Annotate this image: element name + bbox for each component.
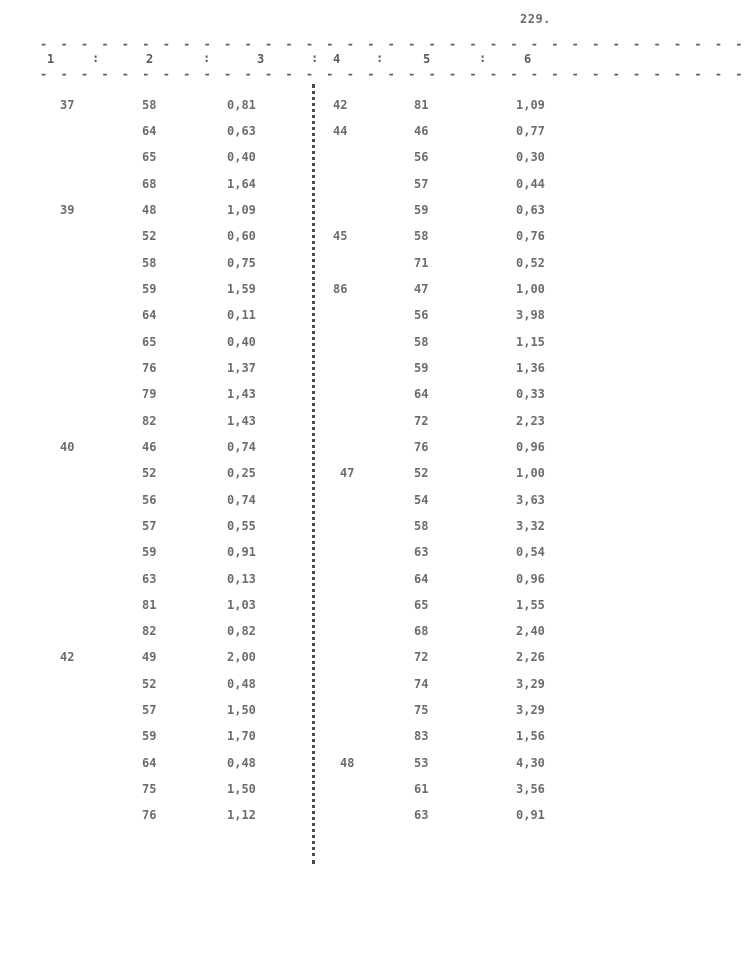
table-cell-col5: 74 <box>414 677 429 691</box>
header-separator: : <box>376 51 384 65</box>
table-cell-col6: 2,26 <box>516 650 545 664</box>
table-cell-col5: 56 <box>414 308 429 322</box>
table-cell-col1: 39 <box>60 203 75 217</box>
table-cell-col3: 0,55 <box>227 519 256 533</box>
table-cell-col5: 83 <box>414 729 429 743</box>
table-cell-col6: 3,29 <box>516 677 545 691</box>
table-cell-col6: 4,30 <box>516 756 545 770</box>
table-cell-col4: 48 <box>340 756 355 770</box>
table-cell-col1: 40 <box>60 440 75 454</box>
table-cell-col5: 63 <box>414 808 429 822</box>
table-cell-col1: 42 <box>60 650 75 664</box>
table-cell-col6: 2,40 <box>516 624 545 638</box>
table-cell-col5: 59 <box>414 203 429 217</box>
table-cell-col6: 1,09 <box>516 98 545 112</box>
table-cell-col3: 0,60 <box>227 229 256 243</box>
table-cell-col4: 45 <box>333 229 348 243</box>
table-cell-col6: 3,63 <box>516 493 545 507</box>
table-cell-col5: 58 <box>414 519 429 533</box>
table-cell-col2: 64 <box>142 756 157 770</box>
table-cell-col6: 3,29 <box>516 703 545 717</box>
header-separator: : <box>92 51 100 65</box>
table-cell-col2: 82 <box>142 414 157 428</box>
table-cell-col5: 56 <box>414 150 429 164</box>
table-cell-col3: 0,48 <box>227 756 256 770</box>
table-cell-col5: 63 <box>414 545 429 559</box>
table-cell-col3: 1,37 <box>227 361 256 375</box>
table-cell-col6: 0,96 <box>516 440 545 454</box>
table-cell-col5: 47 <box>414 282 429 296</box>
table-cell-col3: 0,75 <box>227 256 256 270</box>
table-cell-col2: 68 <box>142 177 157 191</box>
table-cell-col3: 0,74 <box>227 493 256 507</box>
header-top-dash-rule: - - - - - - - - - - - - - - - - - - - - - - - - - - - - - - - - - - - <box>40 37 746 51</box>
column-header-2: 2 <box>146 52 154 66</box>
column-header-6: 6 <box>524 52 532 66</box>
table-cell-col6: 3,56 <box>516 782 545 796</box>
table-cell-col5: 64 <box>414 572 429 586</box>
table-cell-col1: 37 <box>60 98 75 112</box>
table-cell-col4: 86 <box>333 282 348 296</box>
table-cell-col3: 0,40 <box>227 335 256 349</box>
table-cell-col2: 58 <box>142 98 157 112</box>
table-cell-col3: 1,59 <box>227 282 256 296</box>
column-header-1: 1 <box>47 52 55 66</box>
table-cell-col5: 71 <box>414 256 429 270</box>
table-cell-col2: 64 <box>142 308 157 322</box>
table-cell-col2: 75 <box>142 782 157 796</box>
table-cell-col3: 0,63 <box>227 124 256 138</box>
table-cell-col2: 52 <box>142 466 157 480</box>
table-cell-col5: 52 <box>414 466 429 480</box>
table-cell-col3: 0,13 <box>227 572 256 586</box>
table-cell-col3: 1,43 <box>227 414 256 428</box>
table-cell-col5: 59 <box>414 361 429 375</box>
table-cell-col6: 0,96 <box>516 572 545 586</box>
table-cell-col2: 59 <box>142 729 157 743</box>
table-cell-col5: 72 <box>414 650 429 664</box>
table-cell-col5: 75 <box>414 703 429 717</box>
table-cell-col2: 52 <box>142 677 157 691</box>
table-cell-col3: 1,03 <box>227 598 256 612</box>
table-cell-col3: 0,74 <box>227 440 256 454</box>
table-cell-col2: 46 <box>142 440 157 454</box>
table-cell-col2: 82 <box>142 624 157 638</box>
table-cell-col4: 42 <box>333 98 348 112</box>
column-header-5: 5 <box>423 52 431 66</box>
table-cell-col6: 0,91 <box>516 808 545 822</box>
header-separator: : <box>311 51 319 65</box>
table-cell-col5: 53 <box>414 756 429 770</box>
table-cell-col5: 65 <box>414 598 429 612</box>
table-cell-col3: 0,82 <box>227 624 256 638</box>
table-cell-col6: 3,98 <box>516 308 545 322</box>
table-cell-col3: 1,70 <box>227 729 256 743</box>
table-cell-col6: 0,44 <box>516 177 545 191</box>
table-cell-col3: 0,81 <box>227 98 256 112</box>
table-cell-col6: 1,00 <box>516 282 545 296</box>
table-cell-col2: 76 <box>142 808 157 822</box>
table-cell-col3: 0,40 <box>227 150 256 164</box>
table-cell-col3: 1,43 <box>227 387 256 401</box>
table-cell-col2: 64 <box>142 124 157 138</box>
table-cell-col4: 47 <box>340 466 355 480</box>
header-bottom-dash-rule: - - - - - - - - - - - - - - - - - - - - - - - - - - - - - - - - - - - <box>40 67 746 81</box>
table-cell-col5: 76 <box>414 440 429 454</box>
table-cell-col6: 0,76 <box>516 229 545 243</box>
table-cell-col6: 0,30 <box>516 150 545 164</box>
table-cell-col5: 54 <box>414 493 429 507</box>
table-cell-col5: 61 <box>414 782 429 796</box>
table-cell-col6: 0,63 <box>516 203 545 217</box>
table-cell-col6: 2,23 <box>516 414 545 428</box>
table-cell-col5: 57 <box>414 177 429 191</box>
table-cell-col6: 1,36 <box>516 361 545 375</box>
table-cell-col5: 64 <box>414 387 429 401</box>
table-cell-col2: 59 <box>142 545 157 559</box>
table-cell-col5: 58 <box>414 229 429 243</box>
table-cell-col2: 63 <box>142 572 157 586</box>
table-cell-col3: 1,09 <box>227 203 256 217</box>
table-cell-col3: 1,50 <box>227 782 256 796</box>
table-cell-col6: 1,15 <box>516 335 545 349</box>
table-cell-col5: 68 <box>414 624 429 638</box>
table-cell-col4: 44 <box>333 124 348 138</box>
table-cell-col5: 72 <box>414 414 429 428</box>
table-cell-col2: 65 <box>142 335 157 349</box>
table-cell-col2: 56 <box>142 493 157 507</box>
column-header-4: 4 <box>333 52 341 66</box>
table-cell-col6: 0,52 <box>516 256 545 270</box>
table-cell-col2: 57 <box>142 703 157 717</box>
table-cell-col6: 0,77 <box>516 124 545 138</box>
table-cell-col3: 2,00 <box>227 650 256 664</box>
table-cell-col2: 52 <box>142 229 157 243</box>
table-cell-col6: 1,56 <box>516 729 545 743</box>
table-cell-col6: 3,32 <box>516 519 545 533</box>
table-cell-col6: 1,55 <box>516 598 545 612</box>
table-cell-col2: 58 <box>142 256 157 270</box>
table-cell-col3: 0,11 <box>227 308 256 322</box>
table-cell-col2: 65 <box>142 150 157 164</box>
column-header-3: 3 <box>257 52 265 66</box>
table-cell-col2: 79 <box>142 387 157 401</box>
table-cell-col2: 59 <box>142 282 157 296</box>
table-cell-col5: 58 <box>414 335 429 349</box>
table-cell-col2: 57 <box>142 519 157 533</box>
header-separator: : <box>479 51 487 65</box>
table-cell-col3: 1,12 <box>227 808 256 822</box>
table-cell-col2: 81 <box>142 598 157 612</box>
table-cell-col2: 49 <box>142 650 157 664</box>
table-cell-col3: 1,64 <box>227 177 256 191</box>
table-cell-col5: 81 <box>414 98 429 112</box>
table-cell-col6: 0,33 <box>516 387 545 401</box>
header-separator: : <box>203 51 211 65</box>
table-cell-col6: 1,00 <box>516 466 545 480</box>
table-cell-col3: 0,25 <box>227 466 256 480</box>
table-cell-col3: 0,48 <box>227 677 256 691</box>
table-cell-col5: 46 <box>414 124 429 138</box>
table-cell-col3: 0,91 <box>227 545 256 559</box>
table-center-divider <box>312 84 319 864</box>
table-cell-col2: 76 <box>142 361 157 375</box>
table-cell-col2: 48 <box>142 203 157 217</box>
page-number: 229. <box>520 12 551 26</box>
table-cell-col3: 1,50 <box>227 703 256 717</box>
table-cell-col6: 0,54 <box>516 545 545 559</box>
